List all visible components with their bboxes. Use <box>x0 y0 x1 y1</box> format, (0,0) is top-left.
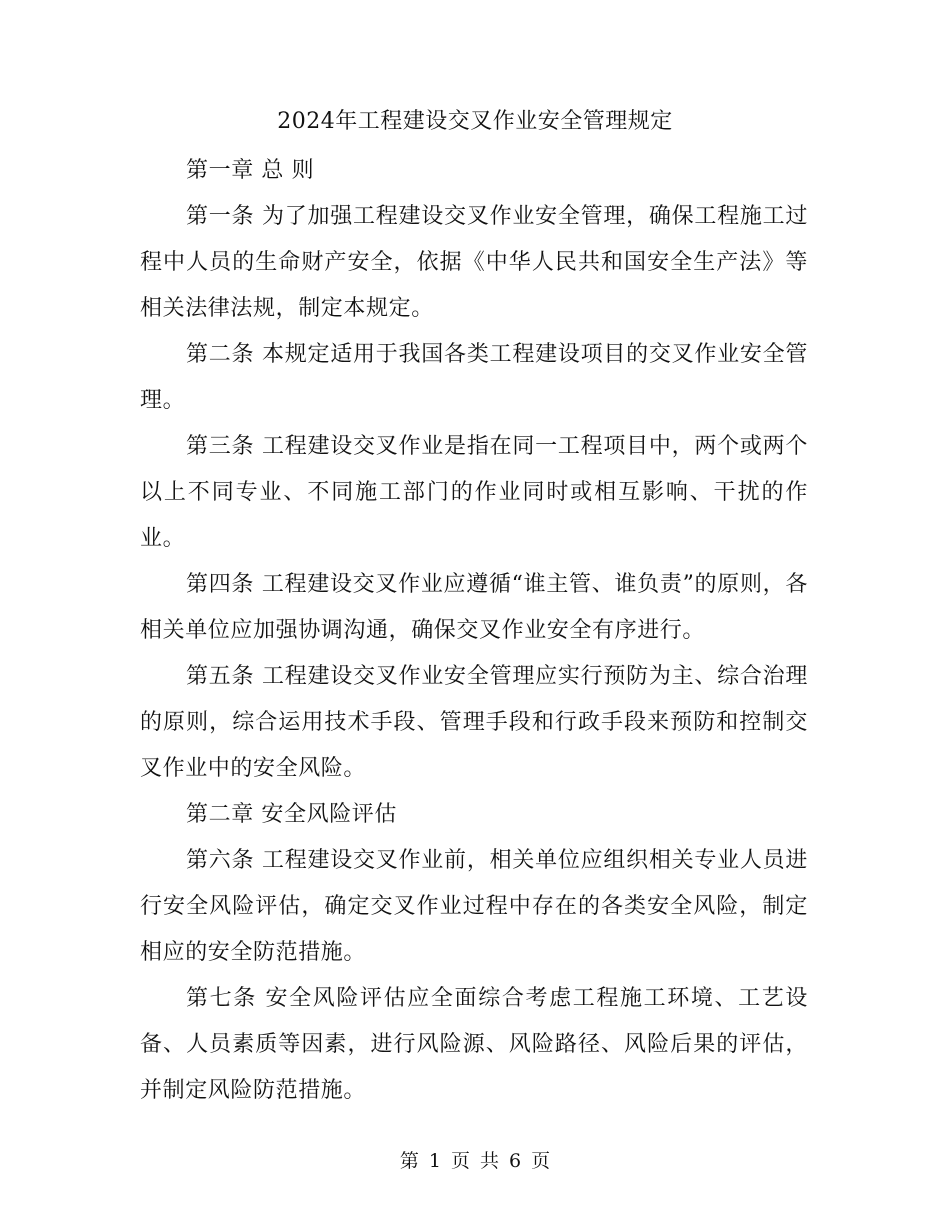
chapter-heading: 第一章 总 则 <box>186 158 315 183</box>
article-paragraph: 第四条 工程建设交叉作业应遵循“谁主管、谁负责”的原则，各相关单位应加强协调沟通，确保交叉作业安全有序进行。 <box>140 572 808 643</box>
article-paragraph: 第六条 工程建设交叉作业前，相关单位应组织相关专业人员进行安全风险评估，确定交叉作业过程中存在的各类安全风险，制定相应的安全防范措施。 <box>140 848 808 965</box>
chapter-heading: 第二章 安全风险评估 <box>186 802 397 827</box>
document-title: 2024年工程建设交叉作业安全管理规定 <box>277 109 673 134</box>
article-paragraph: 第七条 安全风险评估应全面综合考虑工程施工环境、工艺设备、人员素质等因素，进行风险源、风险路径、风险后果的评估，并制定风险防范措施。 <box>140 986 808 1103</box>
document-body <box>140 148 808 1114</box>
article-paragraph: 第二条 本规定适用于我国各类工程建设项目的交叉作业安全管理。 <box>140 342 808 413</box>
article-paragraph: 第五条 工程建设交叉作业安全管理应实行预防为主、综合治理的原则，综合运用技术手段、管理手段和行政手段来预防和控制交叉作业中的安全风险。 <box>140 664 808 781</box>
article-paragraph: 第一条 为了加强工程建设交叉作业安全管理，确保工程施工过程中人员的生命财产安全，依据《中华人民共和国安全生产法》等相关法律法规，制定本规定。 <box>140 204 808 321</box>
page-number-footer: 第 1 页 共 6 页 <box>399 1150 551 1172</box>
article-paragraph: 第三条 工程建设交叉作业是指在同一工程项目中，两个或两个以上不同专业、不同施工部门的作业同时或相互影响、干扰的作业。 <box>140 434 808 551</box>
